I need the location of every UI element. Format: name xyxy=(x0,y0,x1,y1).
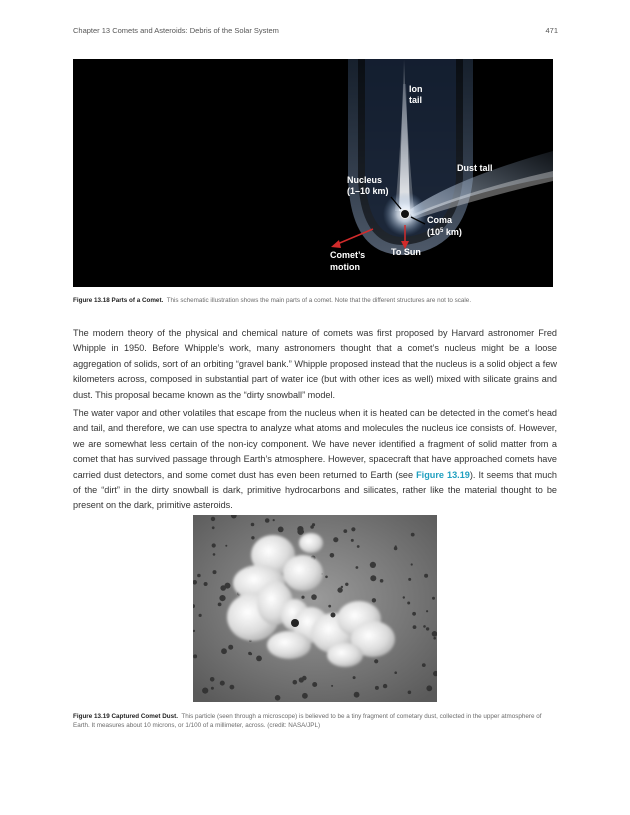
filter-pore xyxy=(251,536,254,539)
filter-pore xyxy=(302,693,308,699)
filter-pore xyxy=(426,685,432,691)
filter-pore xyxy=(357,545,360,548)
filter-pore xyxy=(343,529,347,533)
filter-pore xyxy=(248,652,251,655)
label-motion-1: Comet’s xyxy=(330,250,366,260)
filter-pore xyxy=(213,570,217,574)
filter-pore xyxy=(351,527,355,531)
label-coma-2: ($10^5$ km) xyxy=(427,227,462,237)
figure-13-18-caption-label: Figure 13.18 Parts of a Comet. xyxy=(73,297,164,304)
filter-pore xyxy=(403,596,405,598)
filter-pore xyxy=(412,612,416,616)
filter-pore xyxy=(275,695,281,701)
filter-pore xyxy=(225,545,227,547)
label-nucleus-2: (1–10 km) xyxy=(347,186,389,196)
filter-pore xyxy=(299,677,304,682)
paragraph-dirty-snowball: The water vapor and other volatiles that escape from the nucleus when it is heated can be detected in the comet’s head and tail, and therefore, we can use spectra to analyze what atoms and molecules the nucleus ice consists of. However, we are somewhat less certain of the non-icy component. We have never identified a fragment of solid matter from a comet that has survived passage through Earth’s atmosphere. However, spacecraft that have approached comets have carried dust detectors, and some comet dust has even been returned to Earth (see Figure 13.19). It seems that much of the “dirt” in the dirty snowball is dark, primitive hydrocarbons and silicates, rather like the material thought to be present on the dark, primitive asteroids. xyxy=(73,408,557,511)
filter-pore xyxy=(423,625,426,628)
figure-13-19-link[interactable]: Figure 13.19 xyxy=(416,469,470,480)
filter-pore xyxy=(330,553,335,558)
filter-pore xyxy=(221,648,227,654)
filter-pore xyxy=(211,687,214,690)
filter-pore xyxy=(432,597,435,600)
filter-pore xyxy=(310,525,314,529)
label-coma-1: Coma xyxy=(427,215,453,225)
filter-pore xyxy=(293,680,298,685)
filter-pore xyxy=(380,579,384,583)
filter-pore xyxy=(193,654,197,658)
figure-13-18-caption xyxy=(73,296,558,305)
label-to-sun: To Sun xyxy=(391,247,421,257)
filter-pore xyxy=(345,583,348,586)
filter-pore xyxy=(197,574,201,578)
filter-pore xyxy=(218,603,222,607)
figure-13-19-caption-text: This particle (seen through a microscope) is believed to be a tiny fragment of cometary dust, collected in the upper atmosphere of Earth. It measures about 10 microns, or 1/100 of a millimeter, across. (credit: NASA/JPL) xyxy=(73,713,542,729)
label-ion-tail-1: Ion xyxy=(409,84,423,94)
filter-pore xyxy=(273,519,275,521)
filter-pore xyxy=(211,517,215,521)
filter-pore xyxy=(202,688,208,694)
filter-pore xyxy=(422,663,426,667)
page-number: 471 xyxy=(545,26,558,35)
filter-pore xyxy=(411,563,413,565)
paragraph-whipple: The modern theory of the physical and chemical nature of comets was first proposed by Harvard astronomer Fred Whipple in 1950. Before Whipple’s work, many astronomers thought that a comet’s nucleus might be a loose aggregation of solids, sort of an orbiting “gravel bank.” Whipple proposed instead that the nucleus is a solid object a few kilometers across, composed in substantial part of water ice (but with other ices as well) mixed with silicate grains and dust. This proposal became known as the “dirty snowball” model. xyxy=(73,328,557,400)
filter-pore xyxy=(325,576,328,579)
filter-pore xyxy=(411,533,415,537)
comet-dust-photo xyxy=(193,515,437,702)
figure-13-18-caption-text: This schematic illustration shows the main parts of a comet. Note that the different structures are not to scale. xyxy=(166,297,472,304)
filter-pore xyxy=(204,582,208,586)
label-nucleus-1: Nucleus xyxy=(347,175,383,185)
figure-13-19-caption-label: Figure 13.19 Captured Comet Dust. xyxy=(73,713,178,720)
filter-pore xyxy=(225,583,231,589)
filter-pore xyxy=(370,562,376,568)
filter-pore xyxy=(328,605,331,608)
figure-13-19-caption xyxy=(73,712,558,730)
filter-pore xyxy=(301,596,304,599)
filter-pore xyxy=(212,543,216,547)
label-dust-tail: Dust tall xyxy=(457,163,493,173)
filter-pore xyxy=(394,547,398,551)
filter-pore xyxy=(433,637,436,640)
filter-pore xyxy=(256,656,262,662)
filter-pore xyxy=(351,539,354,542)
filter-pore xyxy=(354,692,360,698)
filter-pore xyxy=(278,527,284,533)
filter-pore xyxy=(413,625,417,629)
filter-pore xyxy=(383,684,387,688)
label-ion-tail-2: tail xyxy=(409,95,423,105)
filter-pore xyxy=(372,598,376,602)
running-header xyxy=(73,26,558,38)
filter-pore xyxy=(230,685,235,690)
filter-pore xyxy=(212,526,215,529)
filter-pore xyxy=(213,553,216,556)
filter-pore xyxy=(337,587,342,592)
filter-pore xyxy=(394,671,397,674)
filter-pore xyxy=(341,586,343,588)
filter-pore xyxy=(297,526,303,532)
filter-pore xyxy=(199,614,202,617)
filter-pore xyxy=(311,594,317,600)
filter-pore xyxy=(312,682,317,687)
filter-pore xyxy=(408,691,412,695)
filter-pore xyxy=(251,523,255,527)
filter-pore xyxy=(210,677,215,682)
filter-pore xyxy=(219,595,225,601)
filter-pore xyxy=(370,575,376,581)
filter-pore xyxy=(408,578,411,581)
filter-pore xyxy=(356,566,359,569)
filter-pore xyxy=(228,645,233,650)
label-motion-2: motion xyxy=(330,262,360,272)
filter-pore xyxy=(265,518,270,523)
filter-pore xyxy=(424,574,428,578)
filter-pore xyxy=(331,685,333,687)
filter-pore xyxy=(353,676,356,679)
filter-pore xyxy=(220,681,225,686)
chapter-title: Chapter 13 Comets and Asteroids: Debris of the Solar System xyxy=(73,26,279,35)
filter-pore xyxy=(333,537,338,542)
filter-pore xyxy=(374,659,378,663)
comet-diagram xyxy=(73,59,553,287)
filter-pore xyxy=(426,610,428,612)
filter-pore xyxy=(375,686,379,690)
nucleus xyxy=(401,210,410,219)
filter-pore xyxy=(407,602,410,605)
filter-pore xyxy=(426,627,429,630)
